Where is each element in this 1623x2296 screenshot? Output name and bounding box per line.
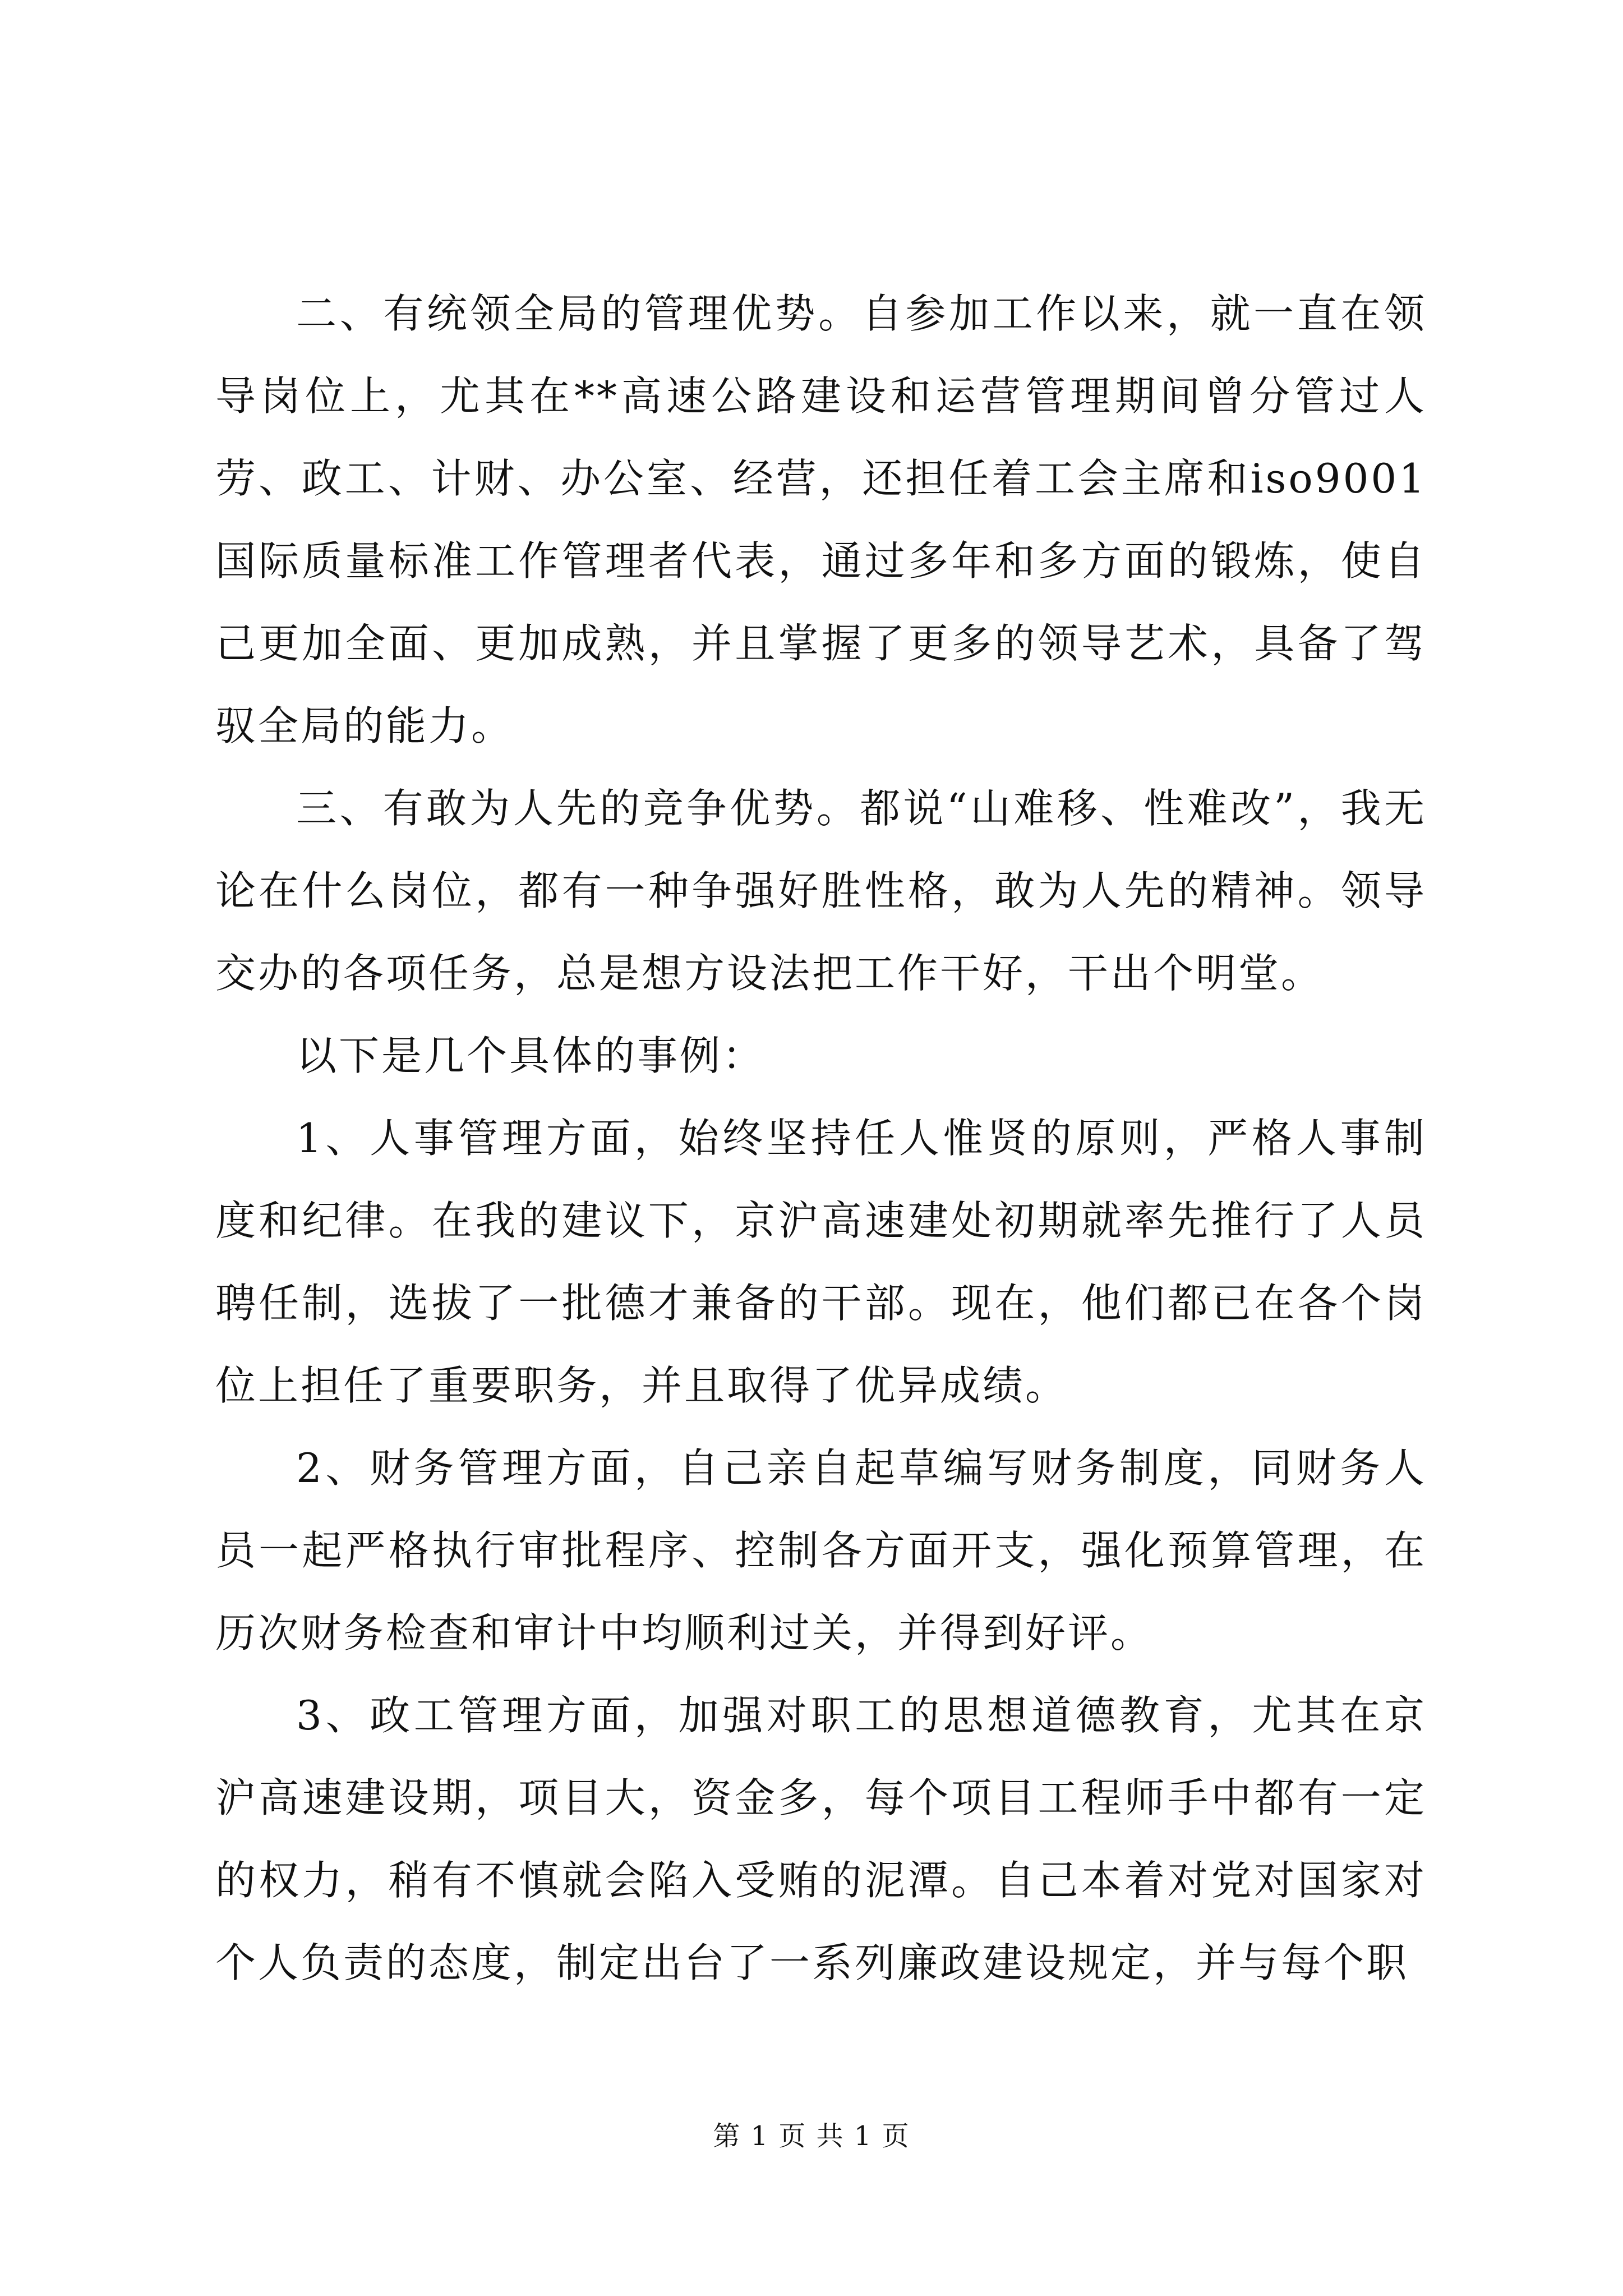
paragraph-competitive-advantage: 三、有敢为人先的竞争优势。都说“山难移、性难改”，我无论在什么岗位，都有一种争强好胜性格，敢为人先的精神。领导交办的各项任务，总是想方设法把工作干好，干出个明堂。 (215, 785, 1427, 997)
paragraph-examples-intro: 以下是几个具体的事例： (296, 1032, 766, 1079)
paragraph-personnel-management: 1、人事管理方面，始终坚持任人惟贤的原则，严格人事制度和纪律。在我的建议下，京沪高速建处初期就率先推行了人员聘任制，选拔了一批德才兼备的干部。现在，他们都已在各个岗位上担任了重要职务，并且取得了优异成绩。 (215, 1115, 1427, 1409)
paragraph-management-advantage: 二、有统领全局的管理优势。自参加工作以来，就一直在领导岗位上，尤其在**高速公路建设和运营管理期间曾分管过人劳、政工、计财、办公室、经营，还担任着工会主席和iso9001国际质量标准工作管理者代表，通过多年和多方面的锻炼，使自己更加全面、更加成熟，并且掌握了更多的领导艺术，具备了驾驭全局的能力。 (215, 290, 1427, 749)
paragraph-financial-management: 2、财务管理方面，自己亲自起草编写财务制度，同财务人员一起严格执行审批程序、控制各方面开支，强化预算管理，在历次财务检查和审计中均顺利过关，并得到好评。 (215, 1444, 1427, 1657)
paragraph-political-management: 3、政工管理方面，加强对职工的思想道德教育，尤其在京沪高速建设期，项目大，资金多，每个项目工程师手中都有一定的权力，稍有不慎就会陷入受贿的泥潭。自己本着对党对国家对个人负责的态度，制定出台了一系列廉政建设规定，并与每个职 (215, 1692, 1427, 1986)
document-body (215, 273, 1427, 2004)
page-number-footer: 第 1 页 共 1 页 (713, 2120, 910, 2152)
